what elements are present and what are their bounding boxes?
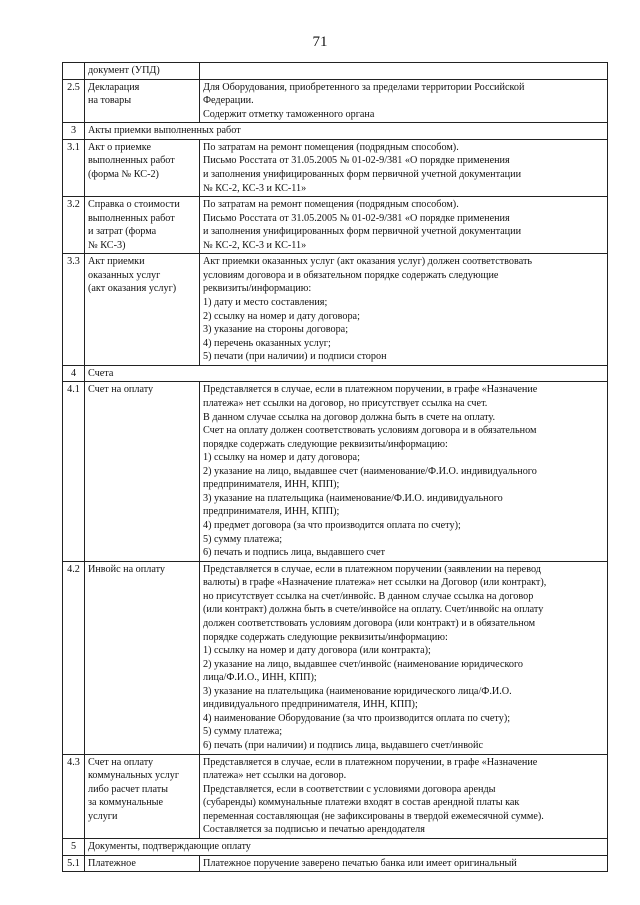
- row-description-line: 2) указание на лицо, выдавшее счет (наименование/Ф.И.О. индивидуального: [203, 465, 537, 477]
- row-name-line: № КС-3): [88, 239, 126, 251]
- row-description-line: платежа» нет ссылки на договор.: [203, 770, 347, 782]
- row-number: 4.3: [63, 754, 85, 838]
- row-description: [200, 79, 608, 123]
- row-name-line: выполненных работ: [88, 212, 175, 224]
- row-description-line: порядке содержать следующие реквизиты/информацию:: [203, 438, 448, 450]
- table-row: [63, 197, 608, 254]
- row-description-line: Содержит отметку таможенного органа: [203, 108, 375, 120]
- row-number: 3.1: [63, 139, 85, 196]
- section-title-line: Счета: [88, 367, 114, 379]
- row-description-line: Акт приемки оказанных услуг (акт оказания услуг) должен соответствовать: [203, 256, 533, 268]
- row-description-line: 2) указание на лицо, выдавшее счет/инвойс (наименование юридического: [203, 658, 524, 670]
- row-description-line: и заполнения унифицированных форм первичной учетной документации: [203, 168, 522, 180]
- row-name-line: Счет на оплату: [88, 384, 154, 396]
- section-title: [85, 838, 608, 855]
- row-name: [85, 855, 200, 872]
- table-row: [63, 855, 608, 872]
- row-description-line: условиям договора и в обязательном порядке содержать следующие: [203, 269, 499, 281]
- row-description-line: 5) печати (при наличии) и подписи сторон: [203, 351, 387, 363]
- row-description-line: переменная составляющая (не зафиксированы в твердой ежемесячной сумме).: [203, 810, 544, 822]
- row-description-line: 4) предмет договора (за что производится оплата по счету);: [203, 520, 461, 531]
- row-description-line: № КС-2, КС-3 и КС-11»: [203, 182, 307, 194]
- row-description: [200, 197, 608, 254]
- row-description-line: и заполнения унифицированных форм первичной учетной документации: [203, 226, 522, 238]
- row-name-line: (акт оказания услуг): [88, 283, 177, 295]
- row-description-line: Представляется в случае, если в платежном поручении, в графе «Назначение: [203, 756, 538, 768]
- row-description-line: 1) ссылку на номер и дату договора;: [203, 452, 360, 464]
- row-description-line: (или контракт) должна быть в счете/инвойсе на оплату. Счет/инвойс на оплату: [203, 604, 544, 616]
- row-description-line: 2) ссылку на номер и дату договора;: [203, 310, 360, 322]
- row-description: [200, 855, 608, 872]
- row-description-line: Представляется в случае, если в платежном поручении (заявлении на перевод: [203, 563, 541, 575]
- row-name: [85, 63, 200, 80]
- row-description-line: Составляется за подписью и печатью арендодателя: [203, 824, 425, 836]
- table-row-continued: [63, 63, 608, 80]
- row-description-line: лица/Ф.И.О., ИНН, КПП);: [203, 672, 317, 684]
- table-row: [63, 754, 608, 838]
- row-description-line: 4) перечень оказанных услуг;: [203, 337, 331, 349]
- row-name-line: Справка о стоимости: [88, 199, 180, 211]
- row-name-line: Акт о приемке: [88, 141, 151, 153]
- row-description-line: 1) ссылку на номер и дату договора (или контракта);: [203, 645, 431, 657]
- row-number: 4.2: [63, 561, 85, 754]
- row-description-line: 5) сумму платежа;: [203, 533, 283, 545]
- row-name-line: (форма № КС-2): [88, 168, 159, 180]
- row-name-line: на товары: [88, 95, 132, 107]
- row-name-line: коммунальных услуг: [88, 770, 180, 782]
- row-description-line: 3) указание на плательщика (наименование юридического лица/Ф.И.О.: [203, 685, 512, 697]
- row-number: 2.5: [63, 79, 85, 123]
- row-description: [200, 561, 608, 754]
- row-description-line: 6) печать (при наличии) и подпись лица, выдавшего счет/инвойс: [203, 740, 483, 751]
- row-description-line: 1) дату и место составления;: [203, 297, 328, 308]
- section-title: [85, 123, 608, 140]
- row-description-line: Счет на оплату должен соответствовать условиям договора и в обязательном: [203, 425, 537, 437]
- row-name: [85, 382, 200, 561]
- row-description-line: № КС-2, КС-3 и КС-11»: [203, 239, 307, 251]
- row-name-line: Платежное: [88, 857, 136, 869]
- row-name: [85, 254, 200, 366]
- row-description-line: Платежное поручение заверено печатью банка или имеет оригинальный: [203, 857, 517, 869]
- row-description-line: Письмо Росстата от 31.05.2005 № 01-02-9/381 «О порядке применения: [203, 212, 510, 224]
- row-description-line: 3) указание на плательщика (наименование/Ф.И.О. индивидуального: [203, 492, 503, 504]
- table-row: [63, 79, 608, 123]
- row-name-line: либо расчет платы: [88, 783, 169, 795]
- row-number: 4: [63, 365, 85, 382]
- table-row: [63, 382, 608, 561]
- row-description-line: (субаренды) коммунальные платежи входят в состав арендной платы как: [203, 797, 520, 809]
- row-description-line: 4) наименование Оборудование (за что производится оплата по счету);: [203, 712, 511, 724]
- row-description: [200, 382, 608, 561]
- row-number: 5: [63, 838, 85, 855]
- row-description-line: Представляется в случае, если в платежном поручении, в графе «Назначение: [203, 384, 538, 396]
- row-name-line: выполненных работ: [88, 155, 175, 167]
- table-row: [63, 139, 608, 196]
- row-name-line: Акт приемки: [88, 256, 145, 268]
- row-description-line: валюты) в графе «Назначение платежа» нет ссылки на Договор (или контракт),: [203, 577, 547, 589]
- row-description: [200, 254, 608, 366]
- row-description-line: предпринимателя, ИНН, КПП);: [203, 506, 340, 518]
- row-name-line: оказанных услуг: [88, 269, 161, 281]
- section-row: [63, 123, 608, 140]
- document-table: [62, 62, 608, 872]
- row-name-line: документ (УПД): [88, 65, 160, 76]
- row-description-line: 6) печать и подпись лица, выдавшего счет: [203, 547, 385, 559]
- row-description-line: Федерации.: [203, 95, 254, 107]
- row-description: [200, 754, 608, 838]
- row-description-line: 3) указание на стороны договора;: [203, 324, 349, 336]
- section-title-line: Документы, подтверждающие оплату: [88, 840, 251, 852]
- row-description-line: Представляется, если в соответствии с условиями договора аренды: [203, 783, 496, 795]
- row-number: 4.1: [63, 382, 85, 561]
- row-description-line: Письмо Росстата от 31.05.2005 № 01-02-9/381 «О порядке применения: [203, 155, 510, 167]
- row-name: [85, 561, 200, 754]
- row-name-line: и затрат (форма: [88, 226, 157, 238]
- section-row: [63, 838, 608, 855]
- row-description-line: предпринимателя, ИНН, КПП);: [203, 479, 340, 491]
- section-title-line: Акты приемки выполненных работ: [88, 125, 241, 137]
- row-description: [200, 139, 608, 196]
- row-name: [85, 139, 200, 196]
- row-name-line: Декларация: [88, 81, 140, 93]
- section-row: [63, 365, 608, 382]
- row-name: [85, 754, 200, 838]
- row-description-line: реквизиты/информацию:: [203, 283, 312, 295]
- row-name-line: Инвойс на оплату: [88, 563, 165, 575]
- row-description-line: индивидуального предпринимателя, ИНН, КПП);: [203, 699, 418, 711]
- row-description-line: Для Оборудования, приобретенного за пределами территории Российской: [203, 81, 525, 93]
- row-name-line: Счет на оплату: [88, 756, 154, 768]
- row-description-line: По затратам на ремонт помещения (подрядным способом).: [203, 141, 459, 153]
- row-description-line: 5) сумму платежа;: [203, 726, 283, 738]
- section-title: [85, 365, 608, 382]
- row-number: 5.1: [63, 855, 85, 872]
- table-row: [63, 561, 608, 754]
- row-description-line: В данном случае ссылка на договор должна быть в счете на оплату.: [203, 411, 496, 423]
- row-description-line: должен соответствовать условиям договора (или контракт) и в обязательном: [203, 617, 536, 629]
- row-description-line: порядке содержать следующие реквизиты/информацию:: [203, 631, 448, 643]
- row-number: 3.3: [63, 254, 85, 366]
- table-row: [63, 254, 608, 366]
- row-number: 3: [63, 123, 85, 140]
- table-body: [63, 63, 608, 872]
- row-description-line: По затратам на ремонт помещения (подрядным способом).: [203, 199, 459, 211]
- row-description-line: но присутствует ссылка на счет/инвойс. В данном случае ссылка на договор: [203, 590, 534, 602]
- row-description: [200, 63, 608, 80]
- row-description-line: платежа» нет ссылки на договор, но присутствует ссылка на счет.: [203, 397, 488, 409]
- row-name: [85, 197, 200, 254]
- page-number: 71: [312, 34, 328, 50]
- row-number: [63, 63, 85, 80]
- row-number: 3.2: [63, 197, 85, 254]
- row-name-line: за коммунальные: [88, 797, 164, 809]
- row-name-line: услуги: [88, 810, 118, 822]
- row-name: [85, 79, 200, 123]
